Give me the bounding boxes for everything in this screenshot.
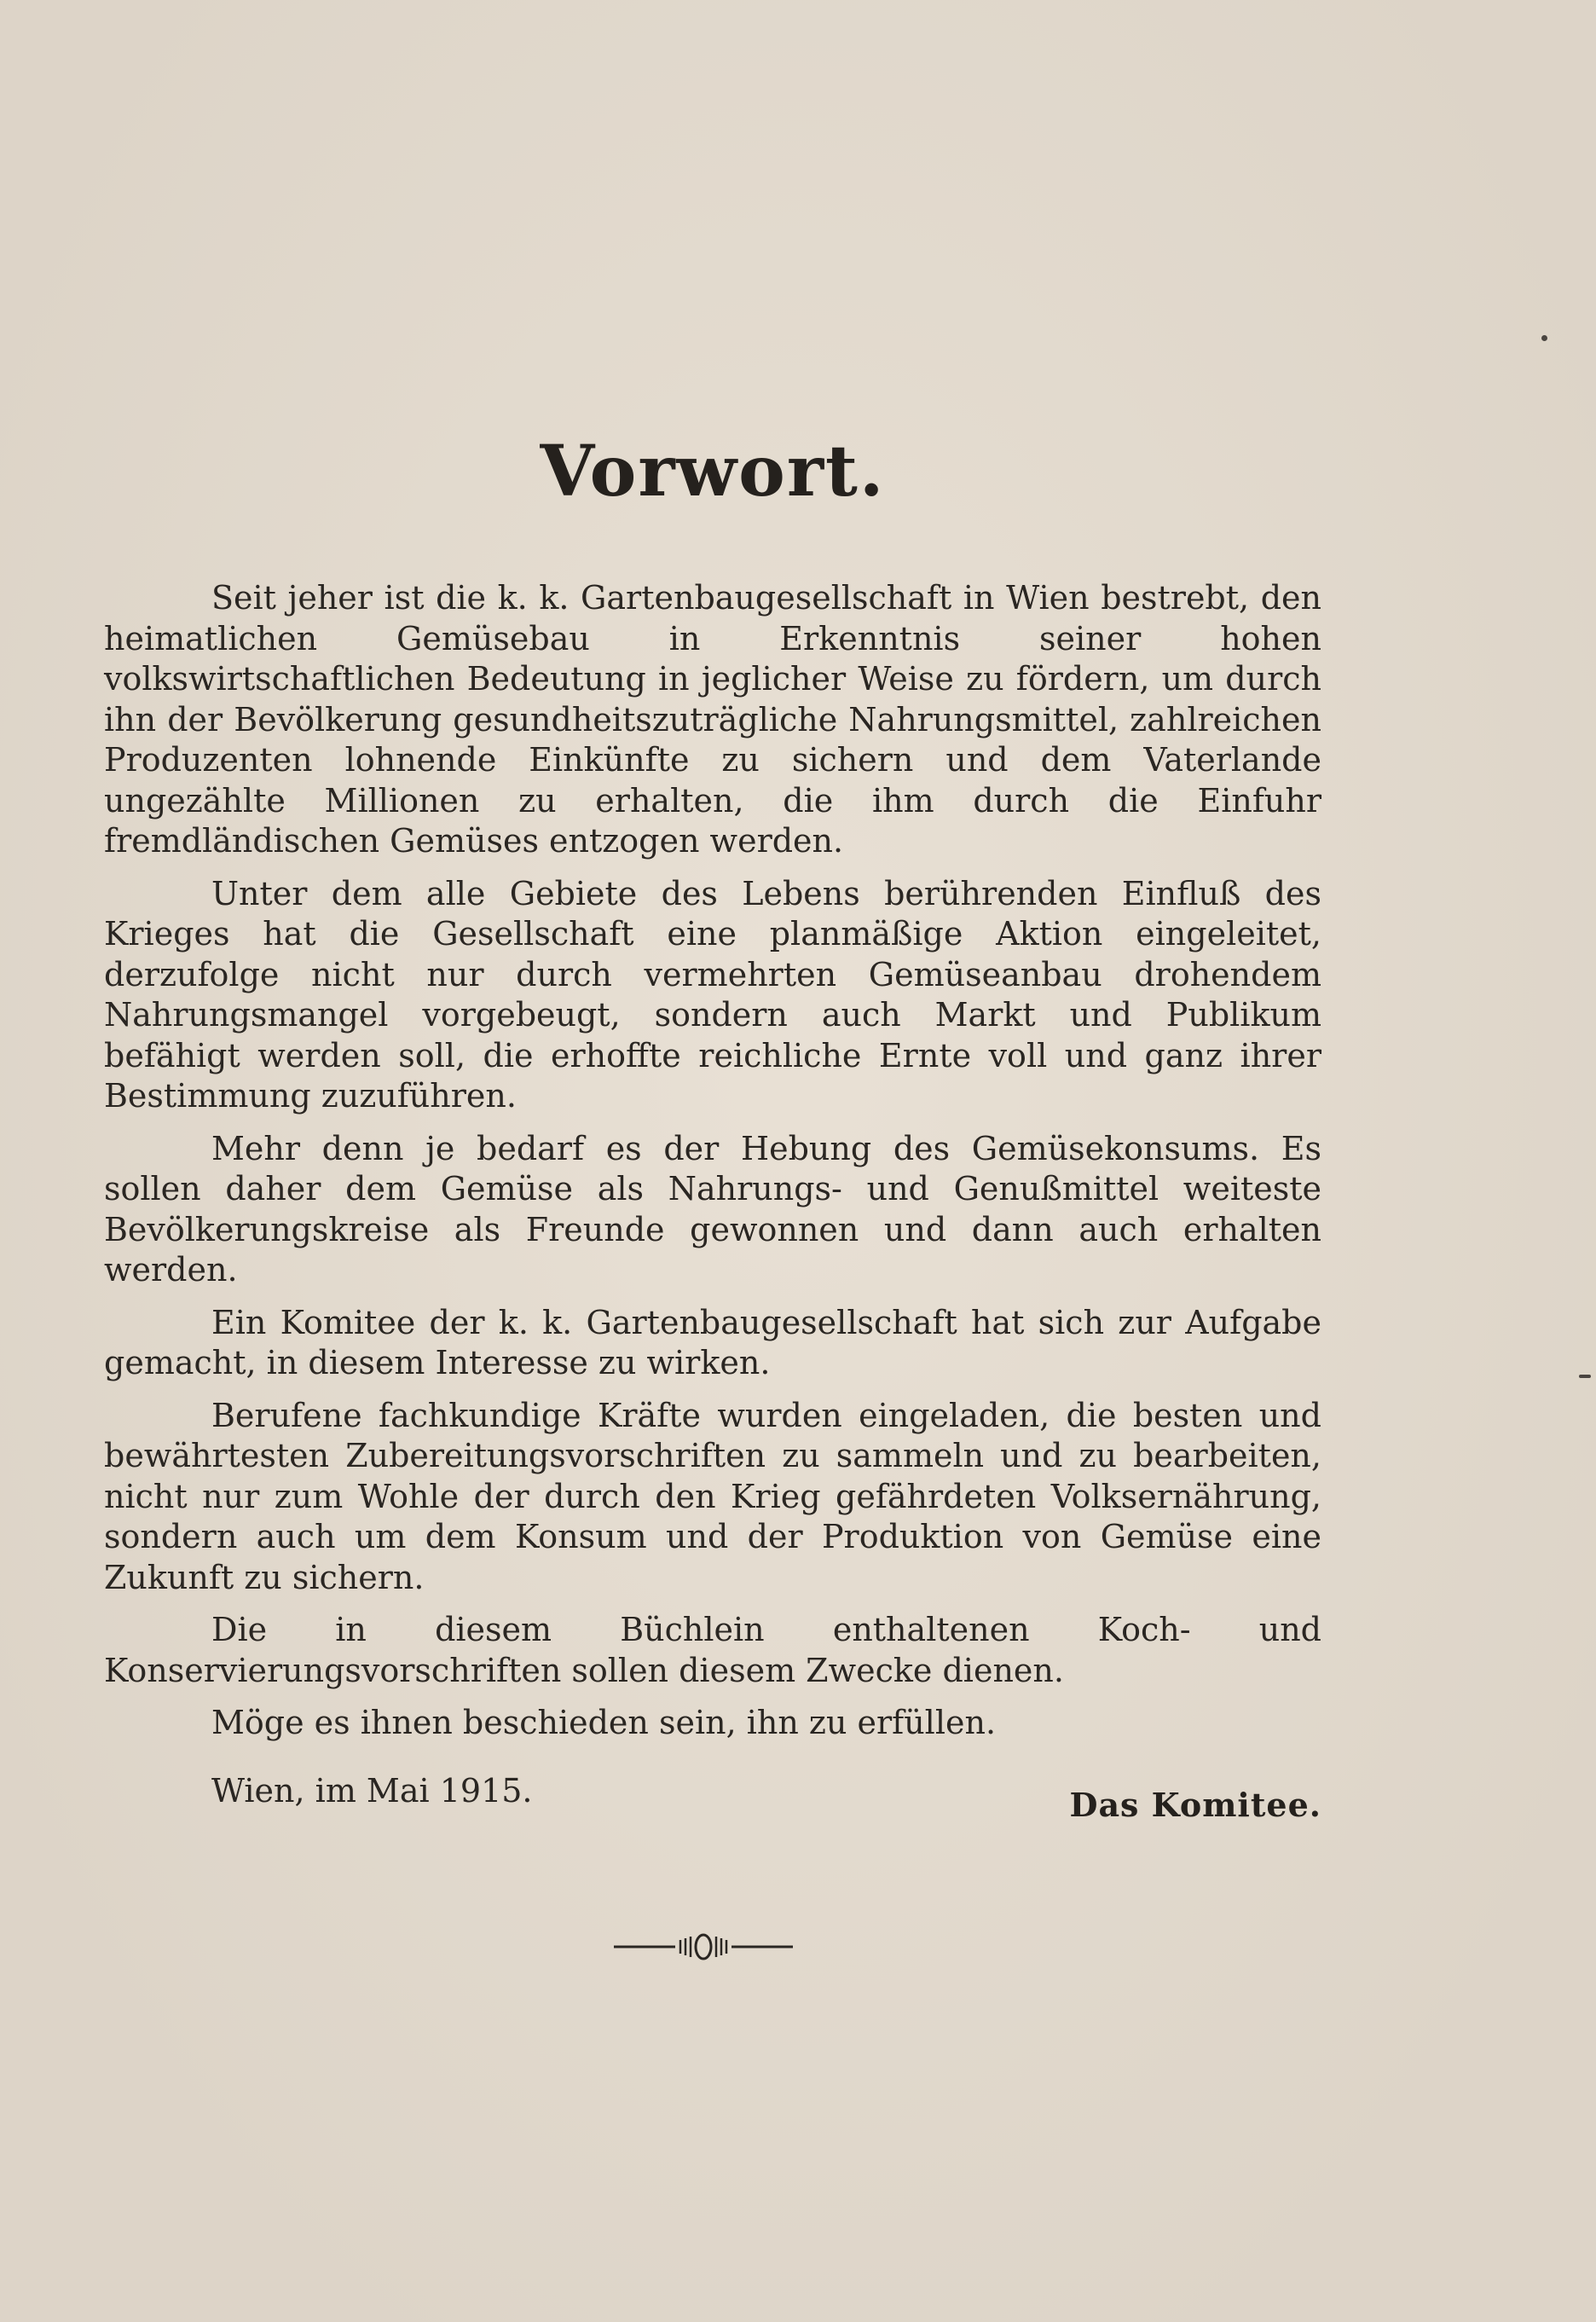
place-date: Wien, im Mai 1915. bbox=[211, 1772, 533, 1810]
paragraph: Möge es ihnen beschieden sein, ihn zu erfüllen. bbox=[211, 1704, 997, 1741]
paragraph: Berufene fachkundige Kräfte wurden eingeladen, die besten und bewährtesten Zubereitungsvorschriften zu sammeln und zu bearbeiten, nicht nur zum Wohle der durch den Krieg gefährdeten Volksernährung, sondern auch um dem Konsum und der Produktion von Gemüse eine Zukunft zu sichern. bbox=[104, 1396, 1321, 1596]
closing-block bbox=[104, 1772, 1321, 1823]
paragraph: Mehr denn je bedarf es der Hebung des Gemüsekonsums. Es sollen daher dem Gemüse als Nahrungs- und Genußmittel weiteste Bevölkerungskreise als Freunde gewonnen und dann auch erhalten werden. bbox=[104, 1129, 1321, 1288]
paragraph: Seit jeher ist die k. k. Gartenbaugesellschaft in Wien bestrebt, den heimatlichen Gemüsebau in Erkenntnis seiner hohen volkswirtschaftlichen Bedeutung in jeglicher Weise zu fördern, um durch ihn der Bevölkerung gesundheitszuträgliche Nahrungsmittel, zahlreichen Produzenten lohnende Einkünfte zu sichern und dem Vaterlande ungezählte Millionen zu erhalten, die ihm durch die Einfuhr fremdländischen Gemüses entzogen werden. bbox=[104, 579, 1321, 860]
paragraph: Die in diesem Büchlein enthaltenen Koch- und Konservierungsvorschriften sollen diesem Zwecke dienen. bbox=[104, 1611, 1321, 1689]
paragraph: Ein Komitee der k. k. Gartenbaugesellschaft hat sich zur Aufgabe gemacht, in diesem Interesse zu wirken. bbox=[104, 1303, 1321, 1381]
signature: Das Komitee. bbox=[1069, 1786, 1321, 1824]
paragraph: Unter dem alle Gebiete des Lebens berührenden Einfluß des Krieges hat die Gesellschaft eine planmäßige Aktion eingeleitet, derzufolge nicht nur durch vermehrten Gemüseanbau drohendem Nahrungsmangel vorgebeugt, sondern auch Markt und Publikum befähigt werden soll, die erhoffte reichliche Ernte voll und ganz ihrer Bestimmung zuzuführen. bbox=[104, 874, 1321, 1115]
ornament-divider-icon bbox=[614, 1930, 793, 1964]
foreword-text bbox=[104, 578, 1321, 1756]
paper-speck bbox=[1579, 1375, 1591, 1378]
paper-speck bbox=[1541, 335, 1547, 341]
page-title: Vorwort. bbox=[540, 431, 886, 512]
